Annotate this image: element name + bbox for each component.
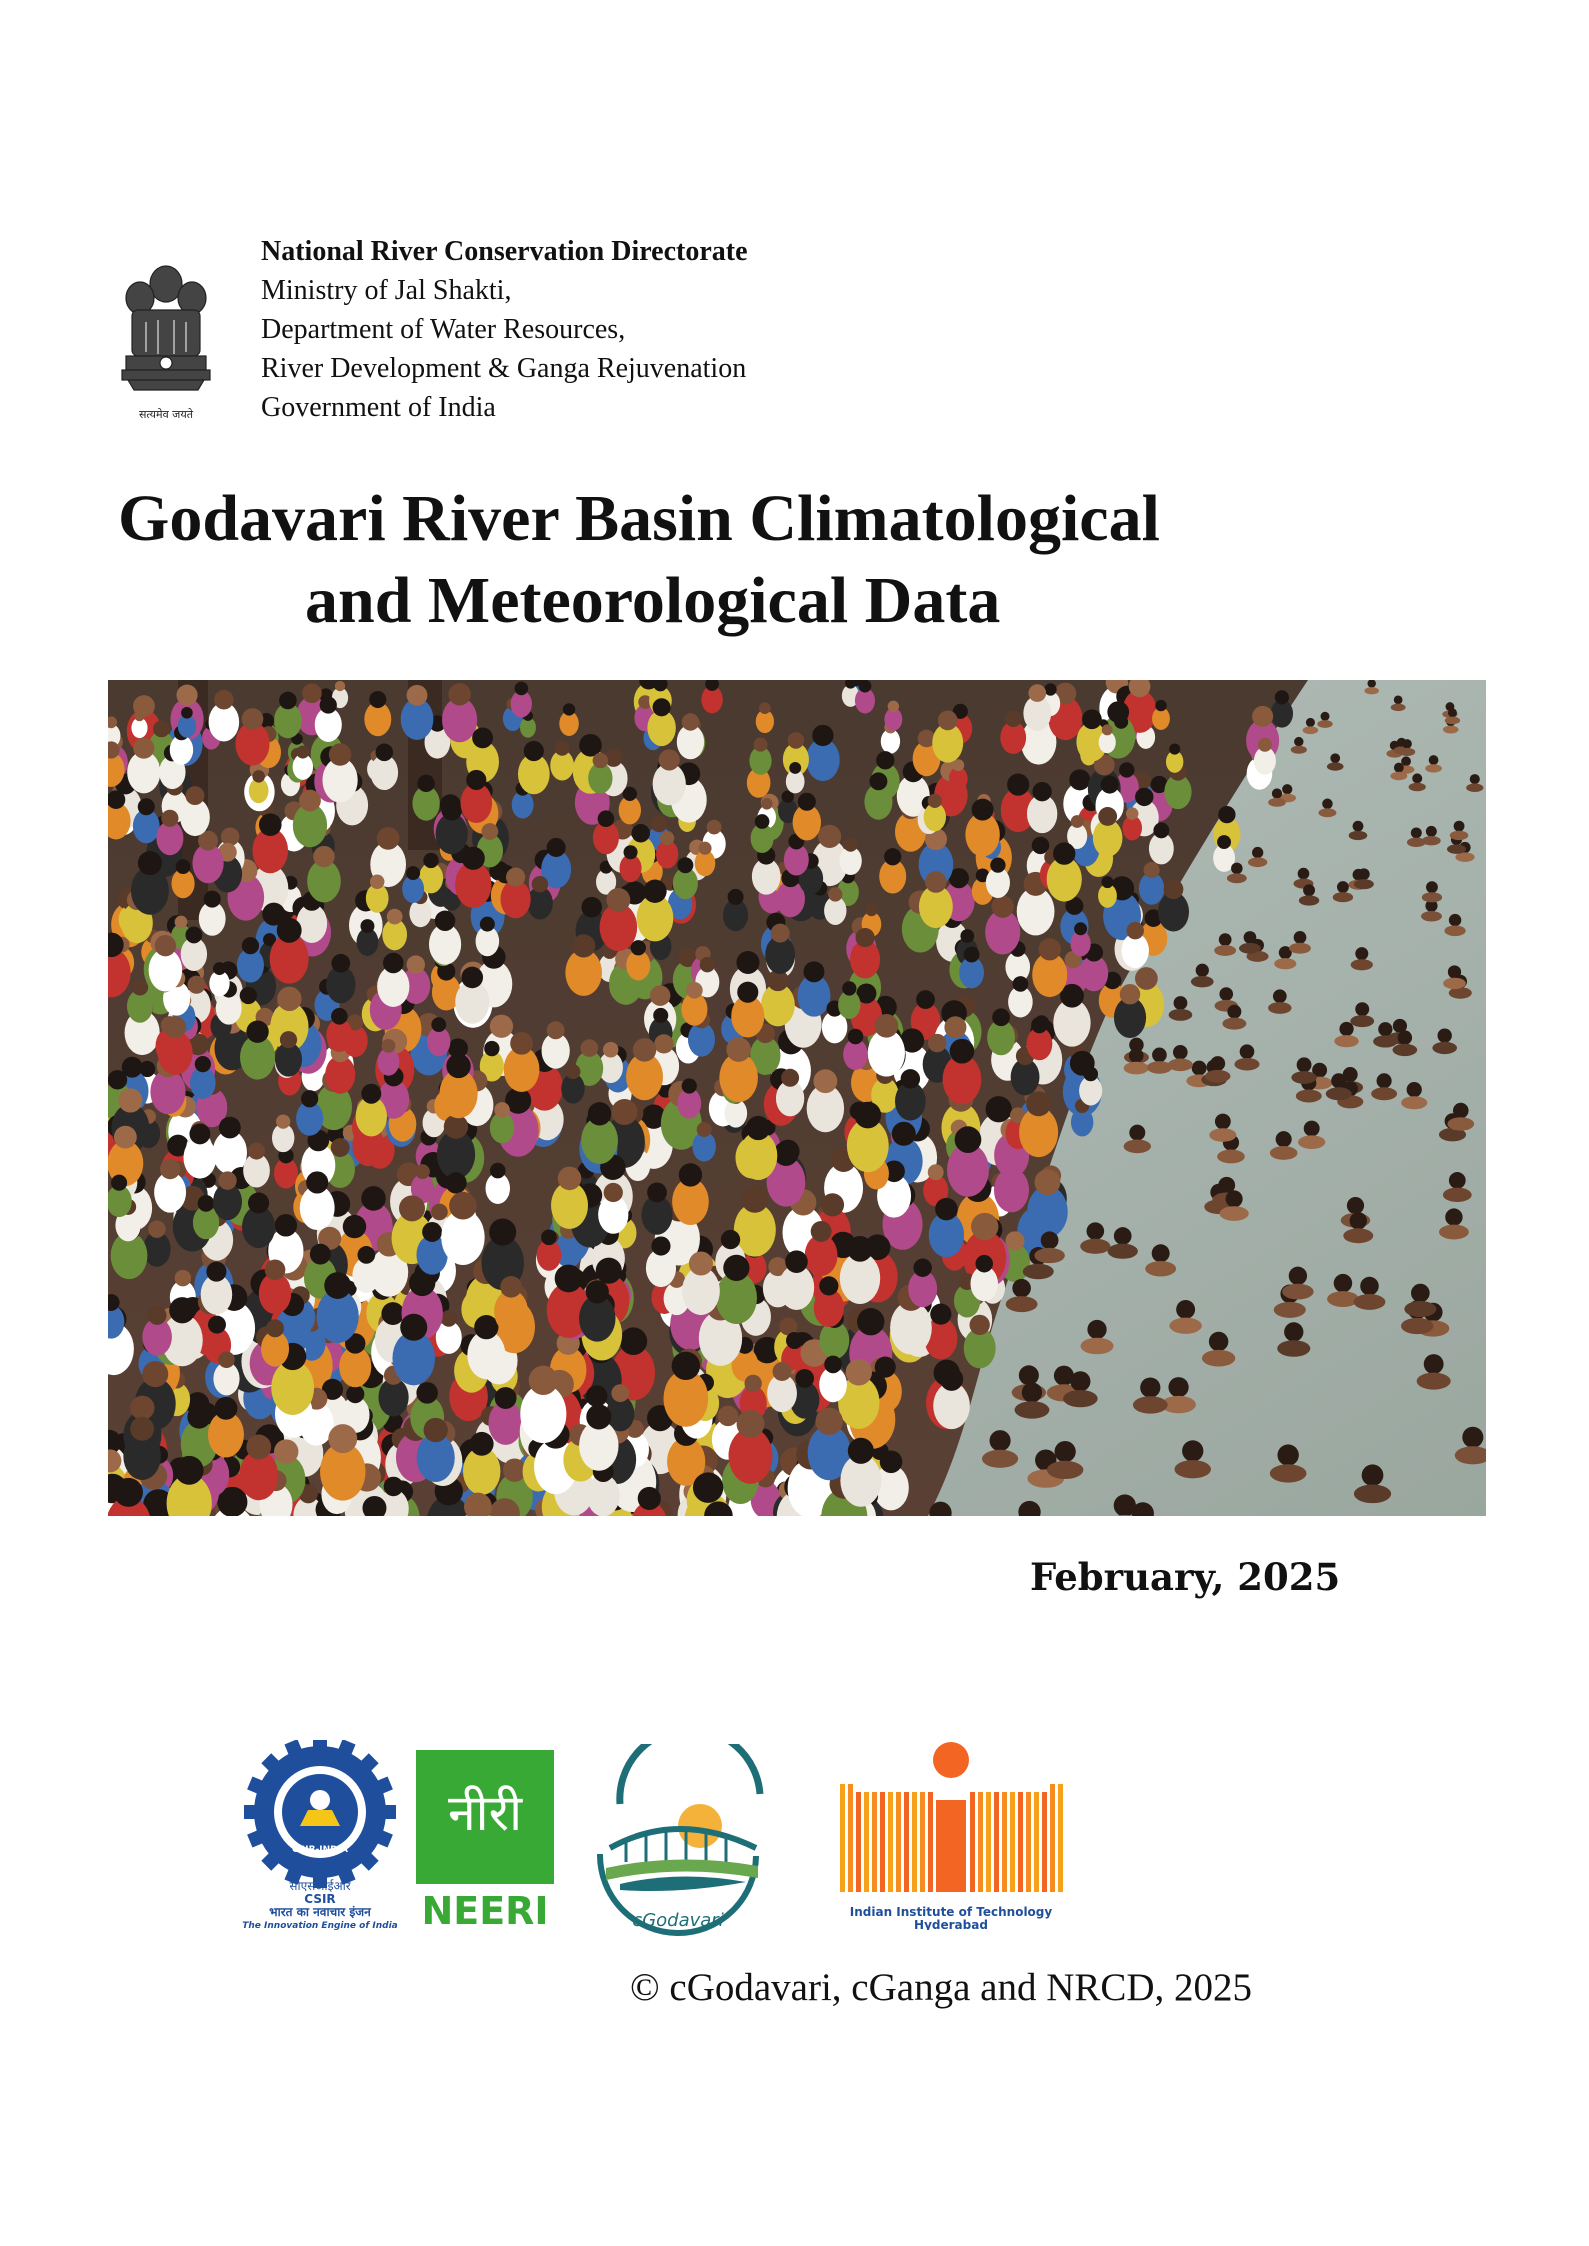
csir-logo	[240, 1740, 410, 1930]
organization-block	[261, 232, 961, 427]
iith-logo	[836, 1740, 1066, 1930]
iith-line-1: Indian Institute of Technology	[849, 1905, 1053, 1919]
emblem-caption: सत्यमेव जयते	[138, 408, 194, 421]
department-line: Department of Water Resources,	[261, 314, 626, 345]
iith-line-2: Hyderabad	[914, 1918, 988, 1930]
rejuvenation-line: River Development & Ganga Rejuvenation	[261, 353, 747, 384]
government-line: Government of India	[261, 392, 496, 423]
csir-ring-text: CSIR-INDIA	[292, 1845, 348, 1855]
copyright-notice: © cGodavari, cGanga and NRCD, 2025	[630, 1966, 1253, 2009]
title-line-2: and Meteorological Data	[305, 564, 1001, 637]
csir-tagline-hindi: भारत का नवाचार इंजन	[269, 1905, 371, 1919]
csir-hindi: सीएसआईआर	[289, 1879, 351, 1893]
org-name: National River Conservation Directorate	[261, 236, 748, 267]
cgodavari-logo	[580, 1744, 776, 1944]
ministry-line: Ministry of Jal Shakti,	[261, 275, 512, 306]
document-title	[0, 478, 1430, 642]
cover-photo-crowd-river	[108, 680, 1486, 1516]
csir-name: CSIR	[304, 1892, 336, 1906]
neeri-hindi: नीरी	[447, 1784, 523, 1842]
neeri-name: NEERI	[421, 1889, 549, 1930]
csir-tagline: The Innovation Engine of India	[242, 1921, 398, 1930]
partner-logos	[240, 1740, 1120, 1960]
neeri-logo	[416, 1750, 554, 1930]
national-emblem	[118, 262, 214, 434]
cgodavari-name: cGodavari	[632, 1910, 724, 1931]
publication-date: February, 2025	[1030, 1555, 1341, 1599]
title-line-1: Godavari River Basin Climatological	[118, 482, 1160, 555]
